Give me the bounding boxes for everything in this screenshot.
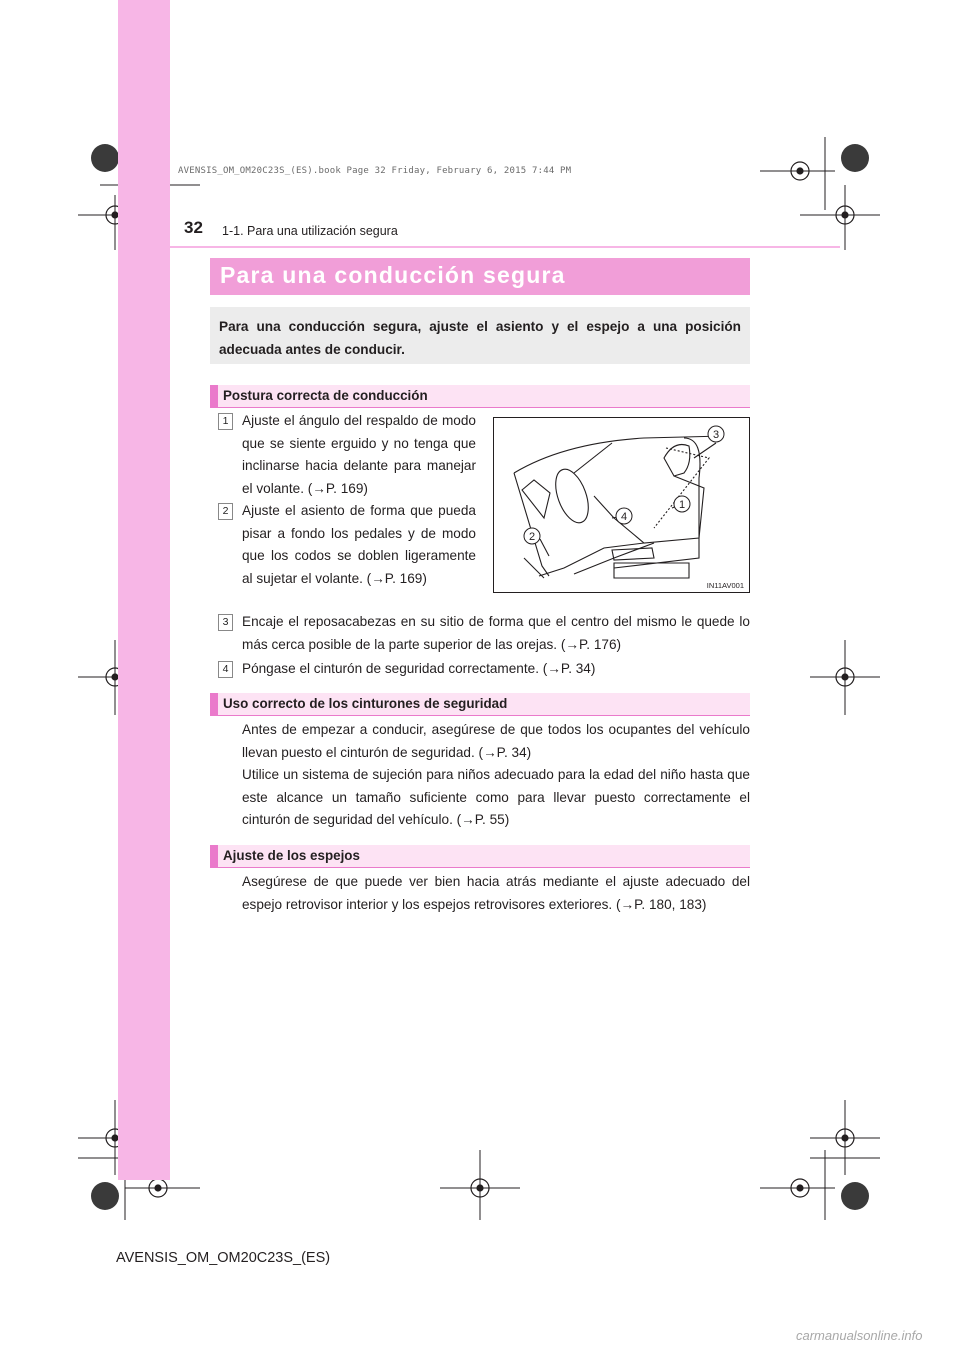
subheading-label: Ajuste de los espejos [223,848,360,863]
seat-control [612,548,654,560]
section-title: 1-1. Para una utilización segura [222,224,398,238]
watermark: carmanualsonline.info [796,1328,923,1343]
subheading-label: Uso correcto de los cinturones de seguridad [223,696,508,711]
sidebar-tab [118,0,170,1180]
callout-label: 4 [620,511,628,523]
driving-posture-figure [493,417,750,593]
driver-illustration [494,418,749,592]
callout-label: 2 [528,531,536,543]
step-number: 4 [218,661,233,678]
step-number: 1 [218,413,233,430]
page-number: 32 [184,218,203,237]
subheading-seatbelts [210,693,750,716]
step-text: Encaje el reposacabezas en su sitio de forma que el centro del mismo le quede lo más cerca posible de la parte superior de las orejas. (→P. 176) [242,614,750,652]
subheading-accent [210,693,218,715]
subheading-mirrors [210,845,750,868]
leader-line [540,539,549,556]
subheading-accent [210,385,218,407]
header-rule [118,246,840,248]
callout-label: 3 [712,429,720,441]
page-title: Para una conducción segura [220,262,566,288]
body-paragraph: Antes de empezar a conducir, asegúrese de que todos los ocupantes del vehículo llevan puesto el cinturón de seguridad. (→P. 34) [242,722,750,760]
body-paragraph: Utilice un sistema de sujeción para niños adecuado para la edad del niño hasta que este alcance un tamaño suficiente como para llevar puesto correctamente el cinturón de seguridad del vehículo. (→P. 55) [242,767,750,827]
driver-head [664,445,690,477]
figure-code: IN11AV001 [706,581,744,590]
book-info: AVENSIS_OM_OM20C23S_(ES).book Page 32 Friday, February 6, 2015 7:44 PM [178,166,572,176]
subheading-label: Postura correcta de conducción [223,388,428,403]
callout-label: 1 [678,499,686,511]
body-paragraph: Asegúrese de que puede ver bien hacia atrás mediante el ajuste adecuado del espejo retrovisor interior y los espejos retrovisores exteriores. (→P. 180, 183) [242,874,750,912]
step-text: Ajuste el ángulo del respaldo de modo que se siente erguido y no tenga que inclinarse hacia delante para manejar el volante. (→P. 169) [242,413,476,496]
roof-line [514,436,724,473]
footer-code: AVENSIS_OM_OM20C23S_(ES) [116,1250,331,1266]
subheading-driving-posture [210,385,750,408]
seat-base [614,563,689,578]
step-text: Póngase el cinturón de seguridad correctamente. (→P. 34) [242,661,596,676]
intro-text: Para una conducción segura, ajuste el asiento y el espejo a una posición adecuada antes de conducir. [219,319,741,357]
steering-wheel [549,465,594,527]
leader-line [694,443,716,458]
step-number: 2 [218,503,233,520]
subheading-accent [210,845,218,867]
step-text: Ajuste el asiento de forma que pueda pisar a fondo los pedales y de modo que los codos se doblen ligeramente al sujetar el volante. (→P. 169) [242,503,476,586]
step-number: 3 [218,614,233,631]
